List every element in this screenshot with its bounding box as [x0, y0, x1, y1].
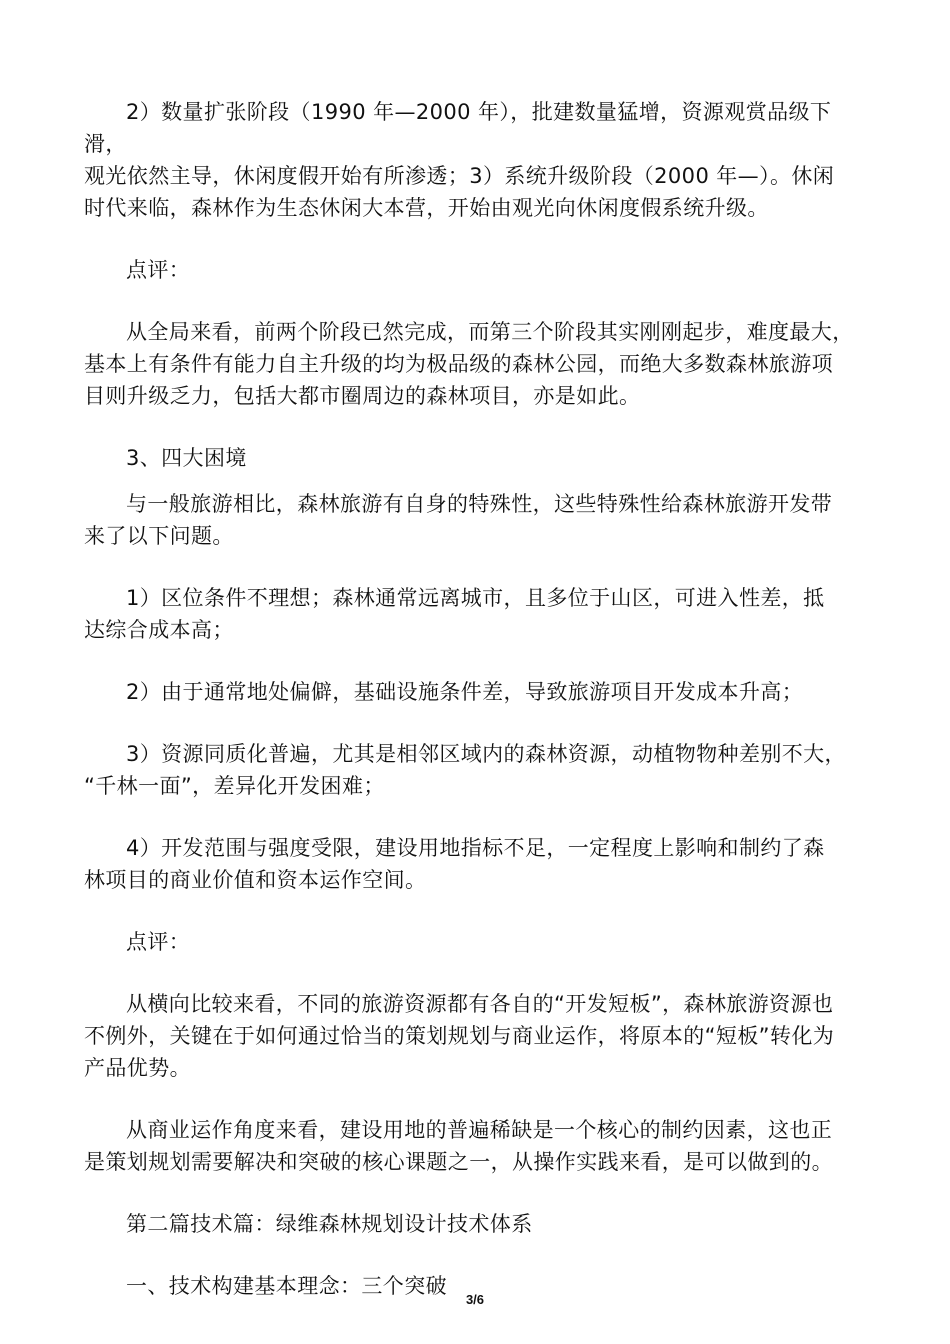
page-number: 3/6 — [465, 1292, 485, 1307]
paragraph-line: 是策划规划需要解决和突破的核心课题之一，从操作实践来看，是可以做到的。 — [84, 1150, 833, 1174]
paragraph — [84, 96, 874, 224]
paragraph-line: 第二篇技术篇：绿维森林规划设计技术体系 — [126, 1212, 533, 1236]
paragraph-line: 2）由于通常地处偏僻，基础设施条件差，导致旅游项目开发成本升高； — [126, 680, 804, 704]
paragraph-line: 观光依然主导，休闲度假开始有所渗透；3）系统升级阶段（2000 年—）。休闲 — [84, 164, 835, 188]
paragraph — [84, 1208, 874, 1240]
paragraph-line: 与一般旅游相比，森林旅游有自身的特殊性，这些特殊性给森林旅游开发带 — [126, 492, 833, 516]
document-body — [84, 96, 874, 1302]
paragraph — [84, 832, 874, 896]
paragraph-line: 2）数量扩张阶段（1990 年—2000 年），批建数量猛增，资源观赏品级下滑， — [84, 100, 832, 156]
paragraph-line: 时代来临，森林作为生态休闲大本营，开始由观光向休闲度假系统升级。 — [84, 196, 769, 220]
paragraph-line: 从商业运作角度来看，建设用地的普遍稀缺是一个核心的制约因素，这也正 — [126, 1118, 833, 1142]
paragraph-line: 从横向比较来看，不同的旅游资源都有各自的“开发短板”，森林旅游资源也 — [126, 992, 834, 1016]
paragraph — [84, 988, 874, 1084]
paragraph — [84, 316, 874, 412]
paragraph — [84, 926, 874, 958]
paragraph-line: 点评： — [126, 258, 191, 282]
paragraph-line: 1）区位条件不理想；森林通常远离城市，且多位于山区，可进入性差，抵 — [126, 586, 825, 610]
paragraph-line: 基本上有条件有能力自主升级的均为极品级的森林公园，而绝大多数森林旅游项 — [84, 352, 833, 376]
paragraph-line: 不例外，关键在于如何通过恰当的策划规划与商业运作，将原本的“短板”转化为 — [84, 1024, 835, 1048]
paragraph — [84, 488, 874, 552]
paragraph — [84, 254, 874, 286]
paragraph-line: 达综合成本高； — [84, 618, 234, 642]
paragraph — [84, 582, 874, 646]
paragraph-line: 3）资源同质化普遍，尤其是相邻区域内的森林资源，动植物物种差别不大， — [126, 742, 846, 766]
paragraph — [84, 1114, 874, 1178]
paragraph-line: 目则升级乏力，包括大都市圈周边的森林项目，亦是如此。 — [84, 384, 641, 408]
paragraph-line: “千林一面”，差异化开发困难； — [84, 774, 385, 798]
paragraph — [84, 676, 874, 708]
paragraph-line: 林项目的商业价值和资本运作空间。 — [84, 868, 427, 892]
paragraph — [84, 738, 874, 802]
paragraph-line: 来了以下问题。 — [84, 524, 234, 548]
paragraph-line: 产品优势。 — [84, 1056, 191, 1080]
paragraph-line: 4）开发范围与强度受限，建设用地指标不足，一定程度上影响和制约了森 — [126, 836, 825, 860]
paragraph-line: 3、四大困境 — [126, 446, 247, 470]
paragraph-line: 从全局来看，前两个阶段已然完成，而第三个阶段其实刚刚起步，难度最大， — [126, 320, 854, 344]
paragraph-line: 点评： — [126, 930, 191, 954]
paragraph — [84, 442, 874, 474]
paragraph-line: 一、技术构建基本理念：三个突破 — [126, 1274, 447, 1298]
